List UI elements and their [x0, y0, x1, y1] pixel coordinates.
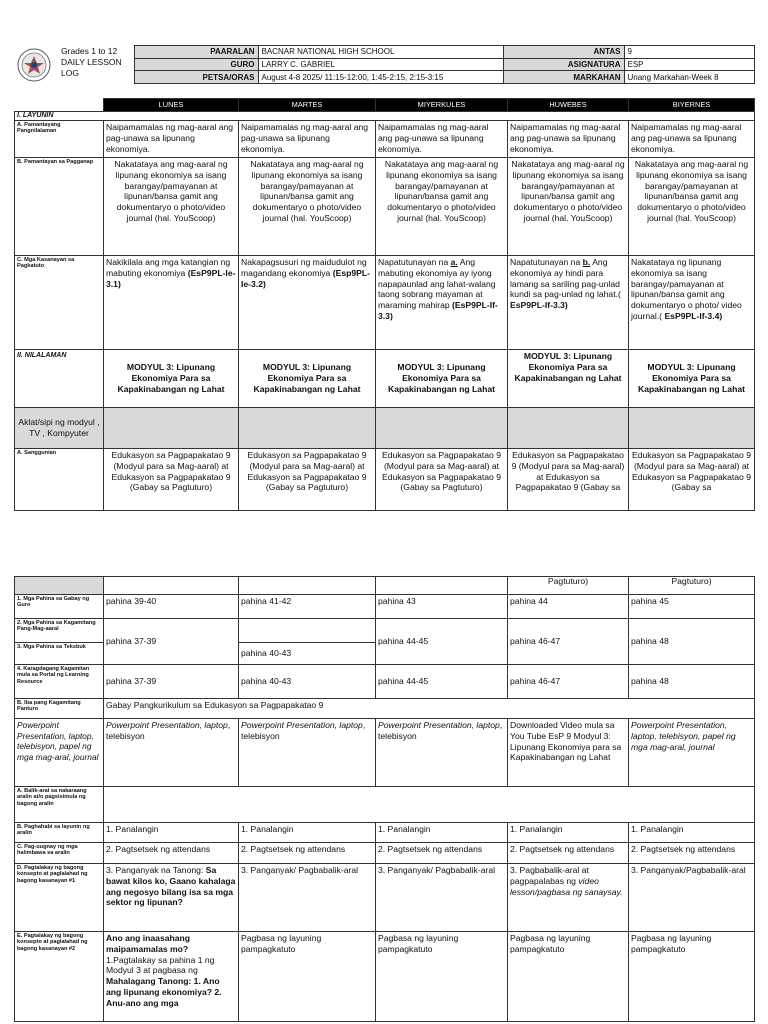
header-table — [14, 45, 755, 84]
panalangin-miyerkules: 1. Panalangin — [376, 823, 508, 843]
pp-huwebes: Downloaded Video mula sa You Tube EsP 9 Modyul 3: Lipunang Ekonomiya para sa Kapakinabangan ng Lahat — [508, 719, 629, 787]
aklat-huwebes — [508, 408, 629, 449]
row-label-mga-kasanayan: C. Mga Kasanayan sa Pagkatuto — [15, 256, 104, 350]
cell-b-miyerkules: Nakatataya ang mag-aaral ng lipunang ekonomiya sa isang barangay/pamayanan at lipunan/bansa gamit ang dokumentaryo o photo/video journal (hal. YouScoop) — [376, 158, 508, 256]
panalangin-lunes: 1. Panalangin — [104, 823, 239, 843]
c5-code: EsP9PL-If-3.4) — [664, 310, 723, 321]
pp-martes-b: laptop — [339, 720, 363, 730]
section-nilalaman: II. NILALAMAN — [15, 350, 104, 408]
c4-letter: b. — [582, 257, 591, 267]
pagtalakay2-biyernes: Pagbasa ng layuning pampagkatuto — [629, 932, 755, 1022]
c3-code: (EsP9PL-If-3.3) — [378, 300, 498, 321]
cell-b-huwebes: Nakatataya ang mag-aaral ng lipunang ekonomiya sa isang barangay/pamayanan at lipunan/bansa gamit ang dokumentaryo o photo/video journal (hal. YouScoop) — [508, 158, 629, 256]
section-layunin: I. LAYUNIN — [15, 112, 755, 121]
cont-miyerkules — [376, 577, 508, 595]
sanggunian-miyerkules: Edukasyon sa Pagpapakatao 9 (Modyul para sa Mag-aaral) at Edukasyon sa Pagpapakatao 9 (Gabay sa Pagtuturo) — [376, 449, 508, 511]
cell-a-biyernes: Naipamamalas ng mag-aaral ang pag-unawa sa lipunang ekonomiya. — [629, 121, 755, 158]
cont-label — [15, 577, 104, 595]
asignatura-value: ESP — [624, 58, 754, 71]
cont-lunes — [104, 577, 239, 595]
panalangin-martes: 1. Panalangin — [239, 823, 376, 843]
teksbuk-lunes: pahina 37-39 — [104, 619, 239, 665]
sanggunian-lunes: Edukasyon sa Pagpapakatao 9 (Modyul para sa Mag-aaral) at Edukasyon sa Pagpapakatao 9 (Gabay sa Pagtuturo) — [104, 449, 239, 511]
cell-a-lunes: Naipamamalas ng mag-aaral ang pag-unawa sa lipunang ekonomiya. — [104, 121, 239, 158]
cell-c-huwebes — [508, 256, 629, 350]
attendans-lunes: 2. Pagtsetsek ng attendans — [104, 843, 239, 864]
cont-martes — [239, 577, 376, 595]
antas-value: 9 — [624, 46, 754, 59]
row-label-pagtalakay-1: D. Pagtalakay ng bagong konsepto at paglalahad ng bagong kasanayan #1 — [15, 864, 104, 932]
lesson-table-page2 — [14, 576, 755, 1022]
balik-aral-value — [104, 787, 755, 823]
modyul-miyerkules: MODYUL 3: Lipunang Ekonomiya Para sa Kapakinabangan ng Lahat — [376, 350, 508, 408]
row-label-teksbuk: 3. Mga Pahina sa Teksbuk — [15, 643, 104, 665]
aklat-martes — [239, 408, 376, 449]
sanggunian-huwebes: Edukasyon sa Pagpapakatao 9 (Modyul para sa Mag-aaral) at Edukasyon sa Pagpapakatao 9 (Gabay sa — [508, 449, 629, 511]
iba-pang-kagamitan-value: Gabay Pangkurikulum sa Edukasyon sa Pagpapakatao 9 — [104, 699, 755, 719]
pagtalakay2-lunes — [104, 932, 239, 1022]
modyul-lunes: MODYUL 3: Lipunang Ekonomiya Para sa Kapakinabangan ng Lahat — [104, 350, 239, 408]
pp-lunes-b: laptop — [204, 720, 228, 730]
attendans-huwebes: 2. Pagtsetsek ng attendans — [508, 843, 629, 864]
pagtalakay1-miyerkules: 3. Panganyak/ Pagbabalik-aral — [376, 864, 508, 932]
karagdagan-huwebes: pahina 46-47 — [508, 665, 629, 699]
lesson-table-page1 — [14, 98, 755, 511]
d1-bold: Sa bawat kilos ko, Gaano kahalaga ang negosyo bilang isa sa mga sektor ng lipunan? — [106, 865, 236, 908]
pp-lunes-a: Powerpoint Presentation, — [106, 720, 203, 730]
pp-biyernes: Powerpoint Presentation, laptop, telebisyon, papel ng mga mag-aral, journal — [629, 719, 755, 787]
row-label-karagdagang-kagamitan: 4. Karagdagang Kagamitan mula sa Portal ng Learning Resource — [15, 665, 104, 699]
c1-text: Nakikilala ang mga katangian ng mabuting ekonomiya — [106, 257, 231, 278]
row-label-iba-pang-kagamitan: B. Iba pang Kagamitang Panturo — [15, 699, 104, 719]
asignatura-label: ASIGNATURA — [503, 58, 624, 71]
modyul-martes: MODYUL 3: Lipunang Ekonomiya Para sa Kapakinabangan ng Lahat — [239, 350, 376, 408]
row-label-sanggunian: A. Sanggunian — [15, 449, 104, 511]
corner-cell — [15, 99, 104, 112]
pagtalakay1-martes: 3. Panganyak/ Pagbabalik-aral — [239, 864, 376, 932]
gabay-huwebes: pahina 44 — [508, 595, 629, 619]
kagamitan-martes — [239, 619, 376, 643]
karagdagan-martes: pahina 40-43 — [239, 665, 376, 699]
deped-seal-icon — [17, 48, 51, 82]
row-label-gabay-guro: 1. Mga Pahina sa Gabay ng Guro — [15, 595, 104, 619]
teksbuk-miyerkules: pahina 44-45 — [376, 619, 508, 665]
pp-miyerkules-c: , telebisyon — [378, 720, 503, 741]
row-label-pag-uugnay: C. Pag-uugnay ng mga halimbawa sa aralin — [15, 843, 104, 864]
row-label-balik-aral: A. Balik-aral sa nakaraang aralin at/o pagsisimula ng bagong aralin — [15, 787, 104, 823]
pp-martes-c: , telebisyon — [241, 720, 366, 741]
gabay-martes: pahina 41-42 — [239, 595, 376, 619]
pp-miyerkules-a: Powerpoint Presentation, — [378, 720, 475, 730]
pp-lunes-c: , telebisyon — [106, 720, 231, 741]
aklat-biyernes — [629, 408, 755, 449]
c1-code: (EsP9PL-Ie-3.1) — [106, 267, 236, 289]
title-line-1: Grades 1 to 12 — [61, 45, 118, 56]
cell-b-lunes: Nakatataya ang mag-aaral ng lipunang ekonomiya sa isang barangay/pamayanan at lipunan/bansa gamit ang dokumentaryo o photo/video journal (hal. YouScoop) — [104, 158, 239, 256]
c3-letter: a. — [450, 257, 458, 267]
cell-b-martes: Nakatataya ang mag-aaral ng lipunang ekonomiya sa isang barangay/pamayanan at lipunan/bansa gamit ang dokumentaryo o photo/video journal (hal. YouScoop) — [239, 158, 376, 256]
pp-miyerkules — [376, 719, 508, 787]
aklat-label: Aklat/sipi ng modyul , TV , Kompyuter — [15, 408, 104, 449]
cell-a-miyerkules: Naipamamalas ng mag-aaral ang pag-unawa sa lipunang ekonomiya. — [376, 121, 508, 158]
cell-a-martes: Naipamamalas ng mag-aaral ang pag-unawa sa lipunang ekonomiya. — [239, 121, 376, 158]
row-label-pagtalakay-2: E. Pagtalakay ng bagong konsepto at paglalahad ng bagong kasanayan #2 — [15, 932, 104, 1022]
aklat-miyerkules — [376, 408, 508, 449]
c3-text: Ang mabuting ekonomiya ay iyong napapaunlad ang lahat-walang taong sobrang mayaman at maraming mahirap — [378, 257, 496, 311]
c5-text: Nakatataya ng lipunang ekonomiya sa isang barangay/pamayanan at lipunan/bansa gamit ang dokumentaryo o photo/ video journal.( — [631, 257, 742, 321]
gabay-lunes: pahina 39-40 — [104, 595, 239, 619]
pagtalakay1-lunes — [104, 864, 239, 932]
sanggunian-biyernes: Edukasyon sa Pagpapakatao 9 (Modyul para sa Mag-aaral) at Edukasyon sa Pagpapakatao 9 (Gabay sa — [629, 449, 755, 511]
teksbuk-huwebes: pahina 46-47 — [508, 619, 629, 665]
c2-code: (Esp9PL-Ie-3.2) — [241, 267, 370, 289]
c4-pre: Napatutunayan na — [510, 257, 581, 267]
karagdagan-lunes: pahina 37-39 — [104, 665, 239, 699]
row-label-pamantayang-pangnilalaman: A. Pamantayang Pangnilalaman — [15, 121, 104, 158]
e1-text: 1.Pagtalakay sa pahina 1 ng Modyul 3 at pagbasa ng — [106, 954, 215, 976]
pp-lunes — [104, 719, 239, 787]
gabay-miyerkules: pahina 43 — [376, 595, 508, 619]
attendans-biyernes: 2. Pagtsetsek ng attendans — [629, 843, 755, 864]
c4-text: Ang ekonomiya ay hindi para lamang sa sariling pag-unlad kundi sa pag-unlad ng lahat.( — [510, 257, 621, 300]
guro-value: LARRY C. GABRIEL — [258, 58, 503, 71]
aklat-lunes — [104, 408, 239, 449]
panalangin-huwebes: 1. Panalangin — [508, 823, 629, 843]
petsa-value: August 4-8 2025/ 11:15-12:00, 1:45-2:15, 2:15-3:15 — [258, 71, 503, 84]
cell-a-huwebes: Naipamamalas ng mag-aaral ang pag-unawa sa lipunang ekonomiya. — [508, 121, 629, 158]
e1-bold-2: Mahalagang Tanong: 1. Ano ang lipunang ekonomiya? 2. Anu-ano ang mga — [106, 976, 222, 1008]
dll-title — [57, 46, 134, 84]
d4-italic: video lesson/pagbasa ng sanaysay. — [510, 875, 623, 897]
cont-biyernes: Pagtuturo) — [629, 577, 755, 595]
panalangin-biyernes: 1. Panalangin — [629, 823, 755, 843]
row-label-kagamitang-pang-mag-aaral: 2. Mga Pahina sa Kagamitang Pang-Mag-aaral — [15, 619, 104, 643]
pagtalakay1-biyernes: 3. Panganyak/Pagbabalik-aral — [629, 864, 755, 932]
pagtalakay1-huwebes — [508, 864, 629, 932]
karagdagan-miyerkules: pahina 44-45 — [376, 665, 508, 699]
sanggunian-martes: Edukasyon sa Pagpapakatao 9 (Modyul para sa Mag-aaral) at Edukasyon sa Pagpapakatao 9 (Gabay sa Pagtuturo) — [239, 449, 376, 511]
pagtalakay2-martes: Pagbasa ng layuning pampagkatuto — [239, 932, 376, 1022]
attendans-martes: 2. Pagtsetsek ng attendans — [239, 843, 376, 864]
day-header-huwebes: HUWEBES — [508, 99, 629, 112]
modyul-huwebes: MODYUL 3: Lipunang Ekonomiya Para sa Kapakinabangan ng Lahat — [508, 350, 629, 408]
deped-seal-cell — [14, 46, 57, 84]
d1-pre: 3. Panganyak na Tanong: — [106, 865, 204, 875]
c3-pre: Napatutunayan na — [378, 257, 449, 267]
d4-pre: 3. Pagbabalik-aral at pagpapalabas ng — [510, 865, 589, 886]
paaralan-label: PAARALAN — [134, 46, 258, 59]
guro-label: GURO — [134, 58, 258, 71]
day-header-biyernes: BIYERNES — [629, 99, 755, 112]
markahan-label: MARKAHAN — [503, 71, 624, 84]
cell-c-miyerkules — [376, 256, 508, 350]
gabay-biyernes: pahina 45 — [629, 595, 755, 619]
c2-text: Nakapagsusuri ng maidudulot ng magandang ekonomiya — [241, 257, 367, 278]
antas-label: ANTAS — [503, 46, 624, 59]
row-label-paghahabi: B. Paghahabi sa layunin ng aralin — [15, 823, 104, 843]
pp-martes — [239, 719, 376, 787]
c4-code: EsP9PL-If-3.3) — [510, 300, 568, 311]
petsa-label: PETSA/ORAS — [134, 71, 258, 84]
modyul-biyernes: MODYUL 3: Lipunang Ekonomiya Para sa Kapakinabangan ng Lahat — [629, 350, 755, 408]
cell-b-biyernes: Nakatataya ang mag-aaral ng lipunang ekonomiya sa isang barangay/pamayanan at lipunan/bansa gamit ang dokumentaryo o photo/video journal (hal. YouScoop) — [629, 158, 755, 256]
cell-c-martes — [239, 256, 376, 350]
title-line-3: LOG — [61, 67, 79, 78]
day-header-miyerkules: MIYERKULES — [376, 99, 508, 112]
teksbuk-biyernes: pahina 48 — [629, 619, 755, 665]
pp-miyerkules-b: laptop — [476, 720, 500, 730]
day-header-martes: MARTES — [239, 99, 376, 112]
karagdagan-biyernes: pahina 48 — [629, 665, 755, 699]
cell-c-lunes — [104, 256, 239, 350]
pp-martes-a: Powerpoint Presentation, — [241, 720, 338, 730]
cont-huwebes: Pagtuturo) — [508, 577, 629, 595]
teksbuk-martes: pahina 40-43 — [239, 643, 376, 665]
paaralan-value: BACNAR NATIONAL HIGH SCHOOL — [258, 46, 503, 59]
row-label-pamantayan-sa-pagganap: B. Pamantayan sa Pagganap — [15, 158, 104, 256]
attendans-miyerkules: 2. Pagtsetsek ng attendans — [376, 843, 508, 864]
pagtalakay2-huwebes: Pagbasa ng layuning pampagkatuto — [508, 932, 629, 1022]
markahan-value: Unang Markahan-Week 8 — [624, 71, 754, 84]
day-header-lunes: LUNES — [104, 99, 239, 112]
title-line-2: DAILY LESSON — [61, 56, 122, 67]
cell-c-biyernes — [629, 256, 755, 350]
e1-bold: Ano ang inaasahang maipamamalas mo? — [106, 933, 191, 954]
pagtalakay2-miyerkules: Pagbasa ng layuning pampagkatuto — [376, 932, 508, 1022]
pp-label: Powerpoint Presentation, laptop, telebisyon, papel ng mga mag-aral, journal — [15, 719, 104, 787]
